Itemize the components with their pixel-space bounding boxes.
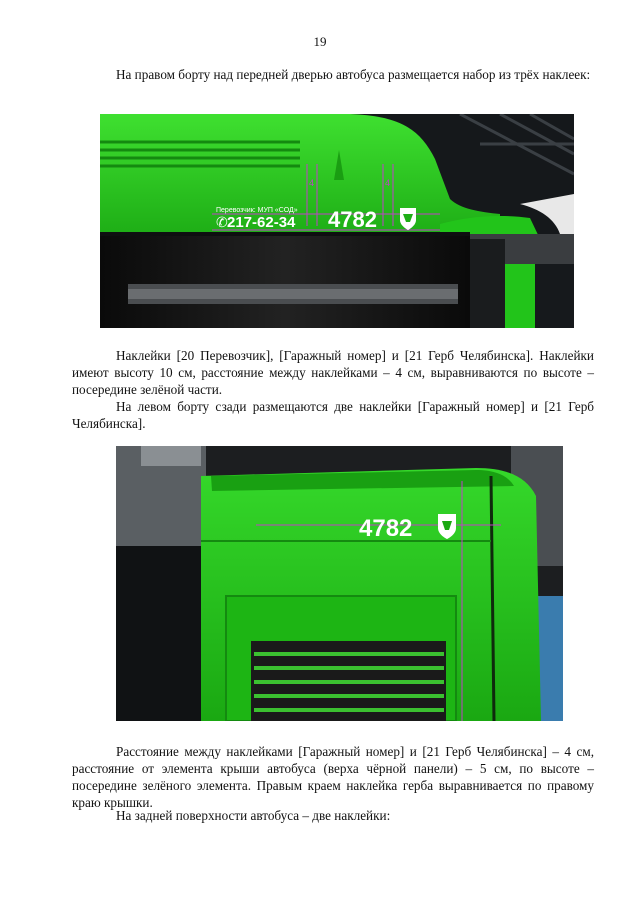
dimension-label-1: 4 xyxy=(309,178,315,188)
photo-right-side-stickers xyxy=(100,114,574,328)
photo-left-side-stickers xyxy=(116,446,563,721)
phone-icon: ✆ xyxy=(216,214,228,230)
paragraph-left-side-intro: На левом борту сзади размещаются две наклейки [Гаражный номер] и [21 Герб Челябинска]. xyxy=(72,399,594,431)
garage-number-sticker-left: 4782 xyxy=(359,515,413,542)
page-number: 19 xyxy=(313,34,327,49)
paragraph-sticker-sizes: Наклейки [20 Перевозчик], [Гаражный номер] и [21 Герб Челябинска]. Наклейки имеют высоту 10 см, расстояние между наклейками – 4 см, выравниваются по высоте – посередине зелёной части. xyxy=(72,348,594,397)
paragraph-left-side-spacing: Расстояние между наклейками [Гаражный номер] и [21 Герб Челябинска] – 4 см, расстояние от элемента крыши автобуса (верха чёрной панели) – 5 см, по высоте – посередине зелёного элемента. Правым краем наклейка герба выравнивается по правому краю крышки. xyxy=(72,744,594,810)
garage-number-sticker: 4782 xyxy=(328,207,377,232)
carrier-sticker-phone: 217-62-34 xyxy=(227,214,296,231)
dimension-label-2: 4 xyxy=(385,178,391,188)
carrier-sticker-label: Перевозчик: МУП «СОД» xyxy=(216,207,298,214)
paragraph-intro-right-side: На правом борту над передней дверью автобуса размещается набор из трёх наклеек: xyxy=(116,67,591,82)
paragraph-rear-intro: На задней поверхности автобуса – две наклейки: xyxy=(116,808,391,823)
